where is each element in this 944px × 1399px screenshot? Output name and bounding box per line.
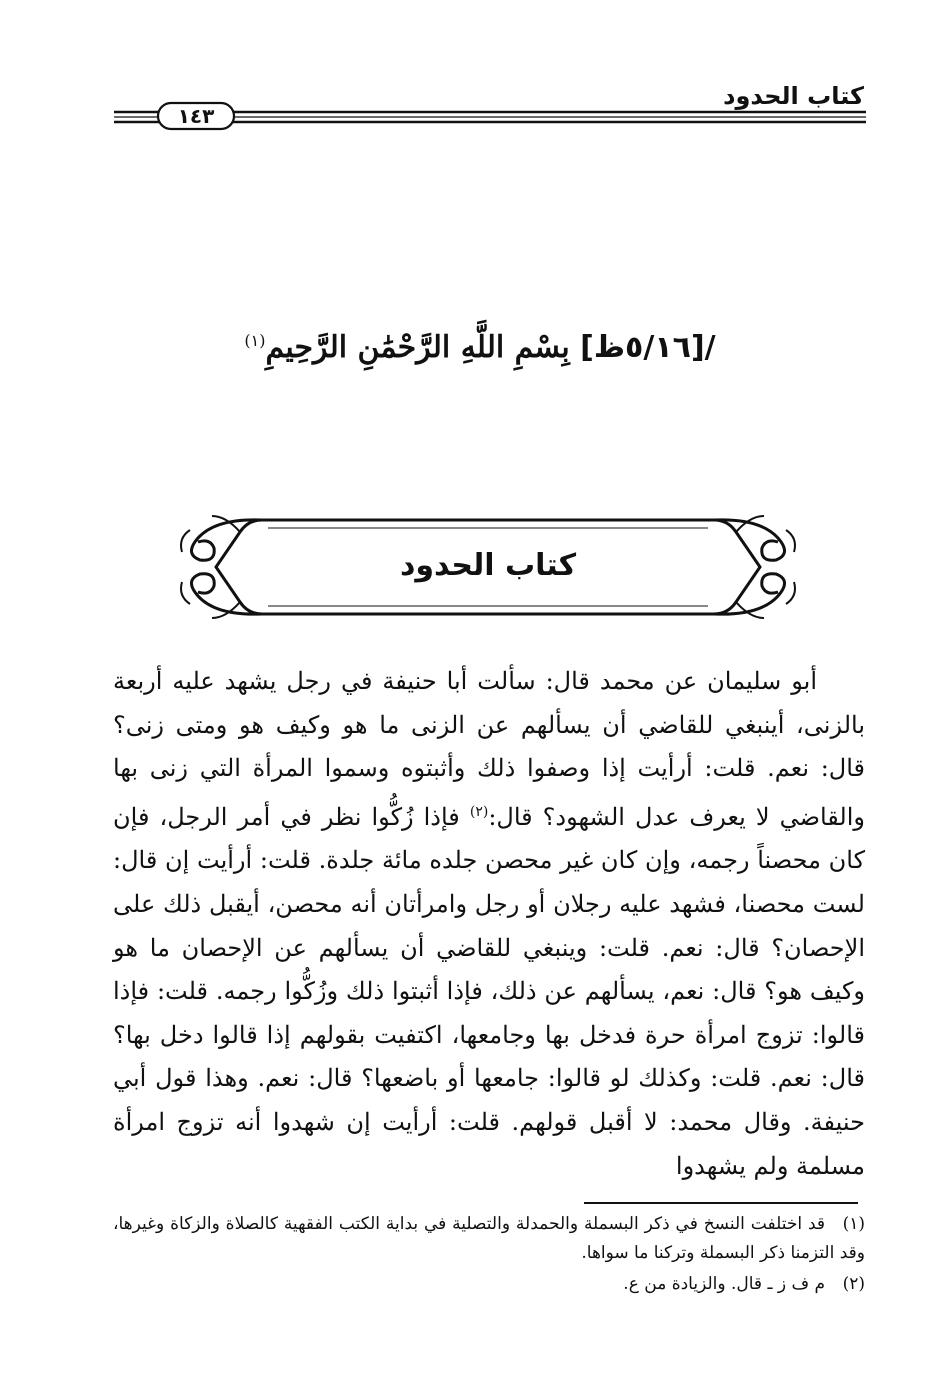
footnote-separator — [584, 1202, 858, 1204]
body-segment-2: فإذا زُكُّوا نظر في أمر الرجل، فإن كان محصناً رجمه، وإن كان غير محصن جلده مائة جلدة. قلت: أرأيت إن قال: لست محصنا، فشهد عليه رجلان أو رجل وامرأتان أنه محصن، أيقبل ذلك على الإحصان؟ قال: نعم. قلت: وينبغي للقاضي أن يسألهم عن الإحصان ما هو وكيف هو؟ قال: نعم، يسألهم عن ذلك، فإذا أثبتوا ذلك وزُكُّوا رجمه. قلت: فإذا قالوا: تزوج امرأة حرة فدخل بها وجامعها، اكتفيت بقولهم إذا قالوا دخل بها؟ قال: نعم. قلت: وكذلك لو قالوا: جامعها أو باضعها؟ قال: نعم. وهذا قول أبي حنيفة. وقال محمد: لا أقبل قولهم. قلت: أرأيت إن شهدوا أنه تزوج امرأة مسلمة ولم يشهدوا — [113, 802, 865, 1180]
footnote-number: (١) — [842, 1214, 865, 1234]
basmala-line — [200, 330, 760, 365]
footnote-marker-1: (١) — [244, 331, 266, 350]
running-title: كتاب الحدود — [723, 82, 864, 110]
footnote-marker-2: (٢) — [469, 803, 489, 820]
footnote-text: م ف ز ـ قال. والزيادة من ع. — [623, 1274, 825, 1294]
footnote-2 — [113, 1270, 865, 1299]
basmala: بِسْمِ اللَّهِ الرَّحْمَٰنِ الرَّحِيمِ — [265, 330, 570, 365]
footnote-1 — [113, 1210, 865, 1268]
footnote-text: قد اختلفت النسخ في ذكر البسملة والحمدلة والتصلية في بداية الكتب الفقهية كالصلاة والزكاة وغيرها، وقد التزمنا ذكر البسملة وتركنا ما سواها. — [113, 1214, 865, 1263]
manuscript-folio-ref: /[٥/١٦ظ] — [580, 330, 716, 365]
page-number: ١٤٣ — [177, 104, 215, 128]
body-text — [113, 660, 865, 1188]
body-segment-1: أبو سليمان عن محمد قال: سألت أبا حنيفة في رجل يشهد عليه أربعة بالزنى، أينبغي للقاضي أن يسألهم عن الزنى ما هو وكيف هو ومتى زنى؟ قال: نعم. قلت: أرأيت إذا وصفوا ذلك وأثبتوه وسموا المرأة التي زنى بها والقاضي لا يعرف عدل الشهود؟ قال: — [113, 667, 865, 831]
footnote-number: (٢) — [842, 1274, 865, 1294]
footnotes — [113, 1210, 865, 1301]
chapter-title: كتاب الحدود — [399, 548, 577, 583]
